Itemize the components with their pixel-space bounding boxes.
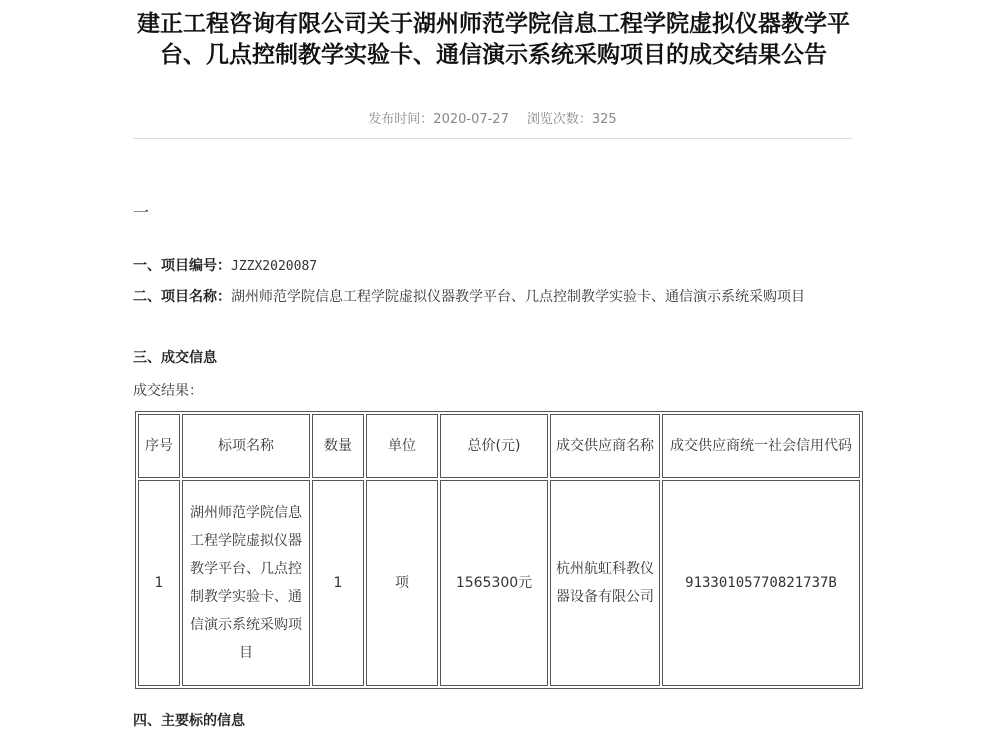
page-title: 建正工程咨询有限公司关于湖州师范学院信息工程学院虚拟仪器教学平台、几点控制教学实验卡、通信演示系统采购项目的成交结果公告: [137, 10, 850, 68]
project-number-line: [133, 252, 853, 281]
cell-supplier-name: 杭州航虹科教仪器设备有限公司: [550, 480, 660, 686]
table-header-row: [138, 414, 860, 478]
result-label: 成交结果：: [133, 383, 203, 399]
table-row: [138, 480, 860, 686]
title-divider: [133, 138, 852, 139]
project-name-line: [133, 283, 853, 311]
main-subject-heading-text: 四、主要标的信息: [133, 713, 245, 729]
cell-quantity: 1: [312, 480, 364, 686]
header-quantity: 数量: [312, 414, 364, 478]
deal-info-heading-text: 三、成交信息: [133, 350, 217, 366]
header-credit-code: 成交供应商统一社会信用代码: [662, 414, 860, 478]
header-item-name: 标项名称: [182, 414, 310, 478]
section-marker: 一: [133, 203, 150, 222]
project-number-value: JZZX2020087: [231, 259, 318, 274]
header-total-price: 总价(元): [440, 414, 548, 478]
main-subject-heading: [133, 707, 853, 736]
project-number-label: 一、项目编号：: [133, 258, 231, 274]
cell-total-price: 1565300元: [440, 480, 548, 686]
cell-item-name: 湖州师范学院信息工程学院虚拟仪器教学平台、几点控制教学实验卡、通信演示系统采购项目: [182, 480, 310, 686]
header-supplier-name: 成交供应商名称: [550, 414, 660, 478]
result-table: [135, 411, 863, 689]
project-name-label: 二、项目名称：: [133, 289, 231, 305]
article-meta: [133, 108, 852, 127]
view-count: 浏览次数：325: [526, 112, 617, 127]
header-unit: 单位: [366, 414, 438, 478]
project-name-value: 湖州师范学院信息工程学院虚拟仪器教学平台、几点控制教学实验卡、通信演示系统采购项目: [231, 289, 805, 305]
cell-credit-code: 91330105770821737B: [662, 480, 860, 686]
publish-date: 发布时间：2020-07-27: [368, 112, 509, 127]
deal-info-heading: [133, 344, 853, 373]
header-index: 序号: [138, 414, 180, 478]
cell-unit: 项: [366, 480, 438, 686]
cell-index: 1: [138, 480, 180, 686]
